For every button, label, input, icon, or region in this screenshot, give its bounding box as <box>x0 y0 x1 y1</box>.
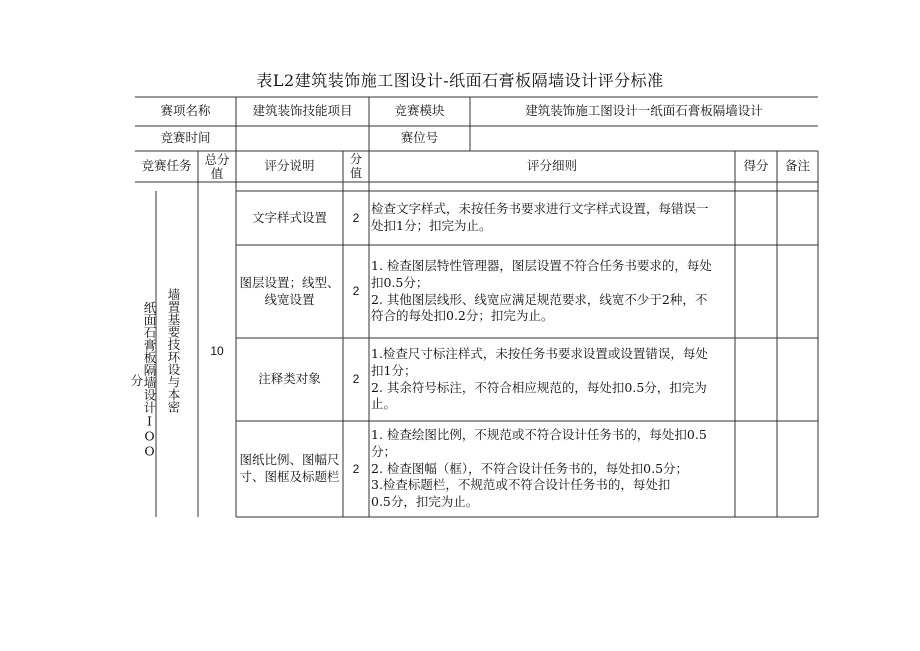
row-1-detail-line: 检查文字样式，未按任务书要求进行文字样式设置，每错误一 <box>371 201 709 217</box>
col-criteria: 评分说明 <box>264 158 315 174</box>
seat-value <box>470 126 818 151</box>
col-total-score-text: 总分值 <box>204 151 230 181</box>
row-4-score: 2 <box>352 461 360 476</box>
seat-label: 赛位号 <box>400 130 439 146</box>
task-sub-name: 墙置基要技环设与本密 <box>166 288 181 413</box>
row-2-score: 2 <box>352 284 360 299</box>
event-name-label: 赛项名称 <box>160 103 211 119</box>
row-1-score: 2 <box>352 210 360 225</box>
row-3-detail-line: 扣1分； <box>371 362 417 378</box>
row-4-criteria <box>236 421 343 517</box>
col-remark: 备注 <box>784 158 810 174</box>
module-value: 建筑装饰施工图设计一纸面石膏板隔墙设计 <box>525 103 763 119</box>
row-2-detail-line: 2. 其他图层线形、线宽应满足规范要求，线宽不少于2种，不 <box>371 291 708 307</box>
row-4-detail-line: 2. 检查图幅（框），不符合设计任务书的，每处扣0.5分； <box>371 460 689 476</box>
row-4-detail-line: 1. 检查绘图比例，不规范或不符合设计任务书的，每处扣0.5 <box>371 426 707 442</box>
row-3-criteria: 注释类对象 <box>258 371 321 387</box>
row-2-detail-line: 1. 检查图层特性管理器，图层设置不符合任务书要求的，每处 <box>371 257 712 273</box>
task-total-score: 10 <box>210 343 224 358</box>
row-1-details <box>371 191 733 245</box>
event-name-value: 建筑装饰技能项目 <box>252 103 353 119</box>
row-1-criteria: 文字样式设置 <box>251 209 327 225</box>
module-label: 竞赛模块 <box>394 103 445 119</box>
time-value <box>236 126 369 151</box>
row-3-detail-line: 2. 其余符号标注，不符合相应规范的，每处扣0.5分，扣完为 <box>371 379 707 395</box>
col-score-text: 分值 <box>349 152 362 180</box>
row-4-detail-line: 分； <box>371 443 397 459</box>
row-4-details <box>371 421 733 517</box>
row-4-detail-line: 3.检查标题栏，不规范或不符合设计任务书的，每处扣 <box>371 477 671 493</box>
row-3-detail-line: 止。 <box>371 396 397 412</box>
row-2-details <box>371 245 733 338</box>
col-details: 评分细则 <box>526 158 577 174</box>
row-2-detail-line: 扣0.5分； <box>371 274 429 290</box>
col-total-score <box>198 151 236 182</box>
row-4-detail-line: 0.5分，扣完为止。 <box>371 494 479 510</box>
row-2-criteria-text: 图层设置；线型、线宽设置 <box>239 274 340 307</box>
row-2-detail-line: 符合的每处扣0.2分；扣完为止。 <box>371 308 554 324</box>
row-2-criteria <box>236 245 343 338</box>
row-3-details <box>371 338 733 421</box>
col-score <box>343 151 369 182</box>
task-name: 纸面石膏板隔墙设计IOO分 <box>128 301 157 459</box>
time-label: 竞赛时间 <box>160 130 211 146</box>
row-3-score: 2 <box>352 372 360 387</box>
col-task: 竞赛任务 <box>141 158 192 174</box>
row-1-detail-line: 处扣1分；扣完为止。 <box>371 218 492 233</box>
row-4-criteria-text: 图纸比例、图幅尺寸、图框及标题栏 <box>239 452 340 484</box>
document-title: 表L2建筑装饰施工图设计-纸面石膏板隔墙设计评分标准 <box>256 71 664 90</box>
row-3-detail-line: 1.检查尺寸标注样式，未按任务书要求设置或设置错误，每处 <box>371 345 708 361</box>
col-got: 得分 <box>743 158 769 174</box>
